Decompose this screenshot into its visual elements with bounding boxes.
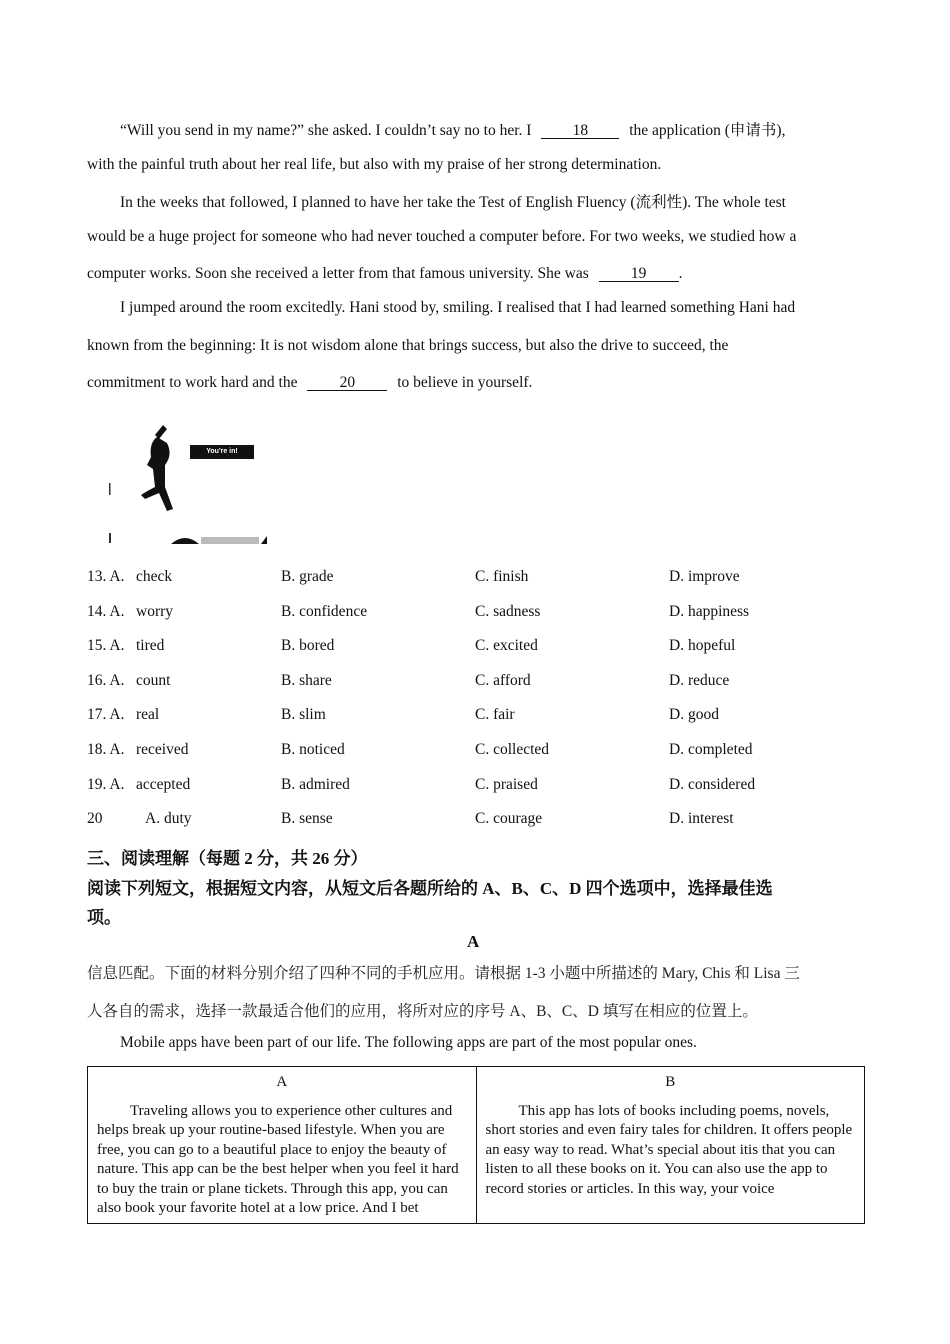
option-d: D. happiness	[669, 602, 750, 620]
paragraph-line: with the painful truth about her real life, but also with my praise of her strong determination.	[87, 156, 662, 173]
part-label: A	[467, 932, 480, 951]
section-instruction-cont: 项。	[87, 908, 121, 927]
option-c: C. fair	[475, 706, 515, 724]
option-b: B. bored	[281, 637, 335, 655]
image-caption: You're in!	[206, 448, 238, 455]
illustration-jumping-girl	[105, 415, 275, 550]
option-d: D. good	[669, 706, 719, 724]
section-instruction: 阅读下列短文，根据短文内容，从短文后各题所给的 A、B、C、D 四个选项中，选择最佳选	[87, 879, 773, 898]
option-b: B. grade	[281, 568, 334, 585]
option-a: A. duty	[145, 810, 192, 828]
option-b: B. confidence	[281, 602, 368, 620]
option-d: D. improve	[669, 568, 740, 585]
jumping-girl-image	[105, 415, 275, 550]
app-description: This app has lots of books including poems, novels, short stories and even fairy tales for children. It offers people an easy way to read. What’s special about itis that you can listen to all these books on it. You can also use the app to record stories or articles. In this way, your voice	[485, 1102, 853, 1197]
option-c: C. praised	[475, 775, 538, 793]
paragraph-line: In the weeks that followed, I planned to have her take the Test of English Fluency (流利性). The whole test	[120, 194, 786, 211]
option-a: check	[136, 568, 173, 585]
text: .	[678, 265, 683, 282]
text: to believe in yourself.	[397, 374, 533, 391]
app-label: A	[276, 1074, 288, 1090]
option-a: tired	[136, 637, 165, 655]
paragraph-line: known from the beginning: It is not wisdom alone that brings success, but also the drive to succeed, the	[87, 337, 729, 354]
option-a: count	[136, 671, 171, 689]
app-description: Traveling allows you to experience other cultures and helps break up your routine-based lifestyle. When you are free, you can go to a beautiful place to enjoy the beauty of nature. This app can be the best helper when you feel it hard to buy the train or plane tickets. Through this app, you can also book your favorite hotel at a low price. And I bet	[97, 1102, 459, 1216]
question-number: 15. A.	[87, 637, 125, 655]
task-description-cont: 人各自的需求，选择一款最适合他们的应用，将所对应的序号 A、B、C、D 填写在相应的位置上。	[87, 1003, 758, 1020]
option-b: B. admired	[281, 775, 350, 793]
question-number: 16. A.	[87, 671, 125, 689]
option-d: D. hopeful	[669, 637, 736, 655]
intro-text: Mobile apps have been part of our life. The following apps are part of the most popular ones.	[120, 1034, 697, 1051]
section-title: 三、阅读理解（每题 2 分，共 26 分）	[87, 849, 368, 868]
paragraph-line	[87, 265, 867, 283]
option-a: accepted	[136, 775, 191, 793]
option-c: C. excited	[475, 637, 538, 655]
option-c: C. sadness	[475, 602, 541, 620]
text: commitment to work hard and the	[87, 374, 298, 391]
text: the application (申请书),	[629, 122, 786, 139]
option-d: D. interest	[669, 810, 734, 828]
option-a: real	[136, 706, 160, 724]
blank-19: 19	[599, 267, 679, 282]
question-number: 18. A.	[87, 741, 125, 758]
option-c: C. finish	[475, 568, 529, 585]
option-c: C. afford	[475, 671, 531, 689]
paragraph-line: would be a huge project for someone who had never touched a computer before. For two weeks, we studied how a	[87, 228, 797, 245]
text: “Will you send in my name?” she asked. I couldn’t say no to her. I	[120, 122, 532, 139]
paragraph-line	[87, 374, 867, 392]
option-b: B. share	[281, 671, 332, 689]
option-d: D. considered	[669, 775, 756, 793]
task-description: 信息匹配。下面的材料分别介绍了四种不同的手机应用。请根据 1-3 小题中所描述的 Mary, Chis 和 Lisa 三	[87, 965, 800, 982]
question-number: 14. A.	[87, 602, 125, 620]
question-number: 19. A.	[87, 775, 125, 793]
blank-18: 18	[541, 124, 619, 139]
paragraph-line	[87, 118, 900, 140]
paragraph-line: I jumped around the room excitedly. Hani stood by, smiling. I realised that I had learned something Hani had	[120, 299, 796, 316]
option-a: received	[136, 741, 189, 758]
option-c: C. collected	[475, 741, 550, 758]
text: computer works. Soon she received a letter from that famous university. She was	[87, 265, 589, 282]
app-cell-b	[476, 1067, 865, 1224]
app-cell-a	[88, 1067, 477, 1224]
question-number: 13. A.	[87, 568, 125, 585]
apps-table	[87, 1066, 865, 1224]
question-number: 20	[87, 810, 103, 828]
option-d: D. completed	[669, 741, 753, 758]
option-b: B. sense	[281, 810, 333, 828]
blank-20: 20	[307, 376, 387, 391]
question-number: 17. A.	[87, 706, 125, 724]
option-b: B. noticed	[281, 741, 345, 758]
option-b: B. slim	[281, 706, 326, 724]
option-d: D. reduce	[669, 671, 730, 689]
option-a: worry	[136, 602, 174, 620]
option-c: C. courage	[475, 810, 543, 828]
app-label: B	[665, 1074, 676, 1090]
